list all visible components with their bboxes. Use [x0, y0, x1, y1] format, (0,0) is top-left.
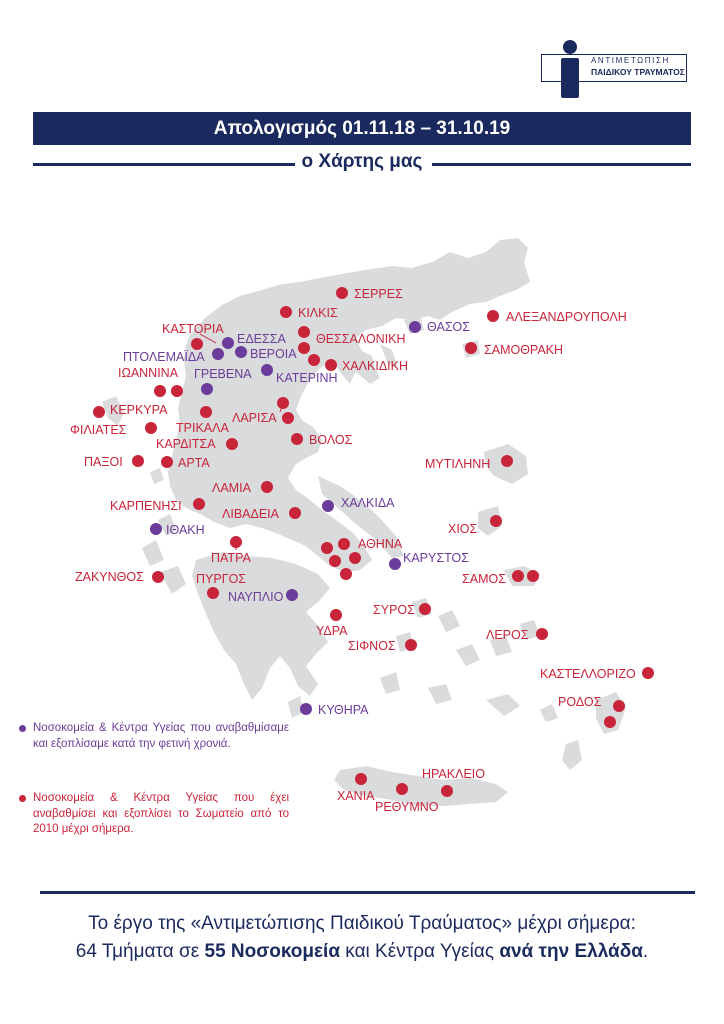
label-chalkidiki: ΧΑΛΚΙΔΙΚΗ — [342, 359, 409, 373]
label-kastoria: ΚΑΣΤΟΡΙΑ — [162, 322, 224, 336]
marker-rodos-1 — [613, 700, 625, 712]
label-leros: ΛΕΡΟΣ — [486, 628, 529, 642]
label-paxoi: ΠΑΞΟΙ — [84, 455, 123, 469]
marker-ydra — [330, 609, 342, 621]
marker-athina-2 — [321, 542, 333, 554]
label-edessa: ΕΔΕΣΣΑ — [237, 332, 286, 346]
label-volos: ΒΟΛΟΣ — [309, 433, 353, 447]
label-syros: ΣΥΡΟΣ — [373, 603, 415, 617]
label-grevena: ΓΡΕΒΕΝΑ — [194, 367, 252, 381]
marker-karpenisi — [193, 498, 205, 510]
label-ioannina: ΙΩΑΝΝΙΝΑ — [118, 366, 179, 380]
footer-line1: Το έργο της «Αντιμετώπισης Παιδικού Τραύματος» μέχρι σήμερα: — [88, 913, 636, 934]
marker-trikala — [200, 406, 212, 418]
marker-samos-1 — [512, 570, 524, 582]
logo-text-line1: ΑΝΤΙΜΕΤΩΠΙΣΗ — [591, 56, 670, 65]
label-rethymno: ΡΕΘΥΜΝΟ — [375, 800, 439, 814]
label-kerkyra: ΚΕΡΚΥΡΑ — [110, 403, 168, 417]
label-lamia: ΛΑΜΙΑ — [212, 481, 251, 495]
marker-pyrgos — [207, 587, 219, 599]
marker-lamia — [261, 481, 273, 493]
label-nafplio: ΝΑΥΠΛΙΟ — [228, 590, 284, 604]
marker-rodos-2 — [604, 716, 616, 728]
label-thessaloniki: ΘΕΣΣΑΛΟΝΙΚΗ — [316, 332, 406, 346]
label-karpenisi: ΚΑΡΠΕΝΗΣΙ — [110, 499, 182, 513]
marker-chalkidiki — [325, 359, 337, 371]
marker-syros — [419, 603, 431, 615]
label-karystos: ΚΑΡΥΣΤΟΣ — [403, 551, 469, 565]
marker-ioannina-1 — [154, 385, 166, 397]
marker-samos-2 — [527, 570, 539, 582]
label-ydra: ΥΔΡΑ — [316, 624, 348, 638]
marker-alexandroupoli — [487, 310, 499, 322]
footer-hospitals-count: 55 Νοσοκομεία — [204, 941, 341, 962]
label-samos: ΣΑΜΟΣ — [462, 572, 506, 586]
marker-filiates — [145, 422, 157, 434]
label-irakleio: ΗΡΑΚΛΕΙΟ — [422, 767, 485, 781]
label-kilkis: ΚΙΛΚΙΣ — [298, 306, 338, 320]
label-chios: ΧΙΟΣ — [448, 522, 478, 536]
label-mytilini: ΜΥΤΙΛΗΝΗ — [425, 457, 491, 471]
label-sifnos: ΣΙΦΝΟΣ — [348, 639, 396, 653]
footer-line2 — [20, 941, 704, 963]
label-chania: ΧΑΝΙΑ — [337, 789, 375, 803]
legend-purple-text: Νοσοκομεία & Κέντρα Υγείας που αναβαθμίσαμε και εξοπλίσαμε κατά την φετινή χρονιά. — [33, 722, 289, 750]
marker-samothraki — [465, 342, 477, 354]
page-subtitle: ο Χάρτης μας — [301, 151, 423, 172]
legend-purple-dot — [19, 725, 26, 732]
marker-chios — [490, 515, 502, 527]
marker-katerini — [261, 364, 273, 376]
label-thasos: ΘΑΣΟΣ — [427, 320, 471, 334]
marker-volos — [291, 433, 303, 445]
marker-thessaloniki-1 — [298, 326, 310, 338]
marker-sifnos — [405, 639, 417, 651]
label-kastellorizo: ΚΑΣΤΕΛΛΟΡΙΖΟ — [540, 667, 636, 681]
marker-patra — [230, 536, 242, 548]
marker-ithaki — [150, 523, 162, 535]
marker-ptolemaida — [212, 348, 224, 360]
marker-kastoria — [191, 338, 203, 350]
marker-athina-4 — [329, 555, 341, 567]
marker-leros — [536, 628, 548, 640]
footer-rule — [40, 891, 695, 894]
label-athina: ΑΘΗΝΑ — [358, 537, 403, 551]
label-arta: ΑΡΤΑ — [178, 456, 210, 470]
marker-athina-1 — [338, 538, 350, 550]
label-zakynthos: ΖΑΚΥΝΘΟΣ — [75, 570, 144, 584]
marker-kastellorizo — [642, 667, 654, 679]
label-samothraki: ΣΑΜΟΘΡΑΚΗ — [484, 343, 564, 357]
logo-text-line2: ΠΑΙΔΙΚΟΥ ΤΡΑΥΜΑΤΟΣ — [591, 67, 685, 77]
marker-nafplio — [286, 589, 298, 601]
marker-paxoi — [132, 455, 144, 467]
marker-chalkida — [322, 500, 334, 512]
footer-text-a: 64 Τμήματα σε — [75, 941, 205, 962]
footer-text-b: και Κέντρα Υγείας — [340, 941, 500, 962]
label-pyrgos: ΠΥΡΓΟΣ — [196, 572, 247, 586]
marker-kilkis — [280, 306, 292, 318]
label-veroia: ΒΕΡΟΙΑ — [250, 347, 297, 361]
label-karditsa: ΚΑΡΔΙΤΣΑ — [156, 437, 216, 451]
footer-text-c: . — [642, 941, 649, 962]
label-trikala: ΤΡΙΚΑΛΑ — [176, 421, 229, 435]
label-serres: ΣΕΡΡΕΣ — [354, 287, 403, 301]
label-livadeia: ΛΙΒΑΔΕΙΑ — [222, 507, 279, 521]
label-chalkida: ΧΑΛΚΙΔΑ — [341, 496, 395, 510]
marker-thessaloniki-2 — [298, 342, 310, 354]
legend-red-dot — [19, 795, 26, 802]
page-title: Απολογισμός 01.11.18 – 31.10.19 — [33, 112, 691, 145]
marker-thessaloniki-3 — [308, 354, 320, 366]
marker-arta — [161, 456, 173, 468]
marker-rethymno — [396, 783, 408, 795]
marker-irakleio — [441, 785, 453, 797]
marker-thasos — [409, 321, 421, 333]
marker-larisa-2 — [282, 412, 294, 424]
marker-serres — [336, 287, 348, 299]
marker-livadeia — [289, 507, 301, 519]
marker-ioannina-2 — [171, 385, 183, 397]
label-patra: ΠΑΤΡΑ — [211, 551, 251, 565]
marker-edessa — [222, 337, 234, 349]
legend-red-text: Νοσοκομεία & Κέντρα Υγείας που έχει αναβαθμίσει και εξοπλίσει το Σωματείο από το 2010 μέχρι σήμερα. — [33, 792, 289, 835]
marker-mytilini — [501, 455, 513, 467]
label-ptolemaida: ΠΤΟΛΕΜΑΪΔΑ — [123, 350, 205, 364]
marker-grevena — [201, 383, 213, 395]
label-katerini: ΚΑΤΕΡΙΝΗ — [276, 371, 338, 385]
label-ithaki: ΙΘΑΚΗ — [166, 523, 205, 537]
marker-kerkyra — [93, 406, 105, 418]
marker-kythira — [300, 703, 312, 715]
marker-karystos — [389, 558, 401, 570]
label-alexandroupoli: ΑΛΕΞΑΝΔΡΟΥΠΟΛΗ — [506, 310, 627, 324]
marker-zakynthos — [152, 571, 164, 583]
marker-karditsa — [226, 438, 238, 450]
legend-purple — [19, 721, 289, 771]
marker-veroia — [235, 346, 247, 358]
label-rodos: ΡΟΔΟΣ — [558, 695, 602, 709]
marker-larisa-1 — [277, 397, 289, 409]
marker-chania — [355, 773, 367, 785]
marker-athina-3 — [349, 552, 361, 564]
marker-athina-5 — [340, 568, 352, 580]
label-larisa: ΛΑΡΙΣΑ — [232, 411, 277, 425]
label-kythira: ΚΥΘΗΡΑ — [318, 703, 369, 717]
label-filiates: ΦΙΛΙΑΤΕΣ — [70, 423, 127, 437]
footer-across-greece: ανά την Ελλάδα — [499, 941, 643, 962]
legend-red — [19, 791, 289, 841]
